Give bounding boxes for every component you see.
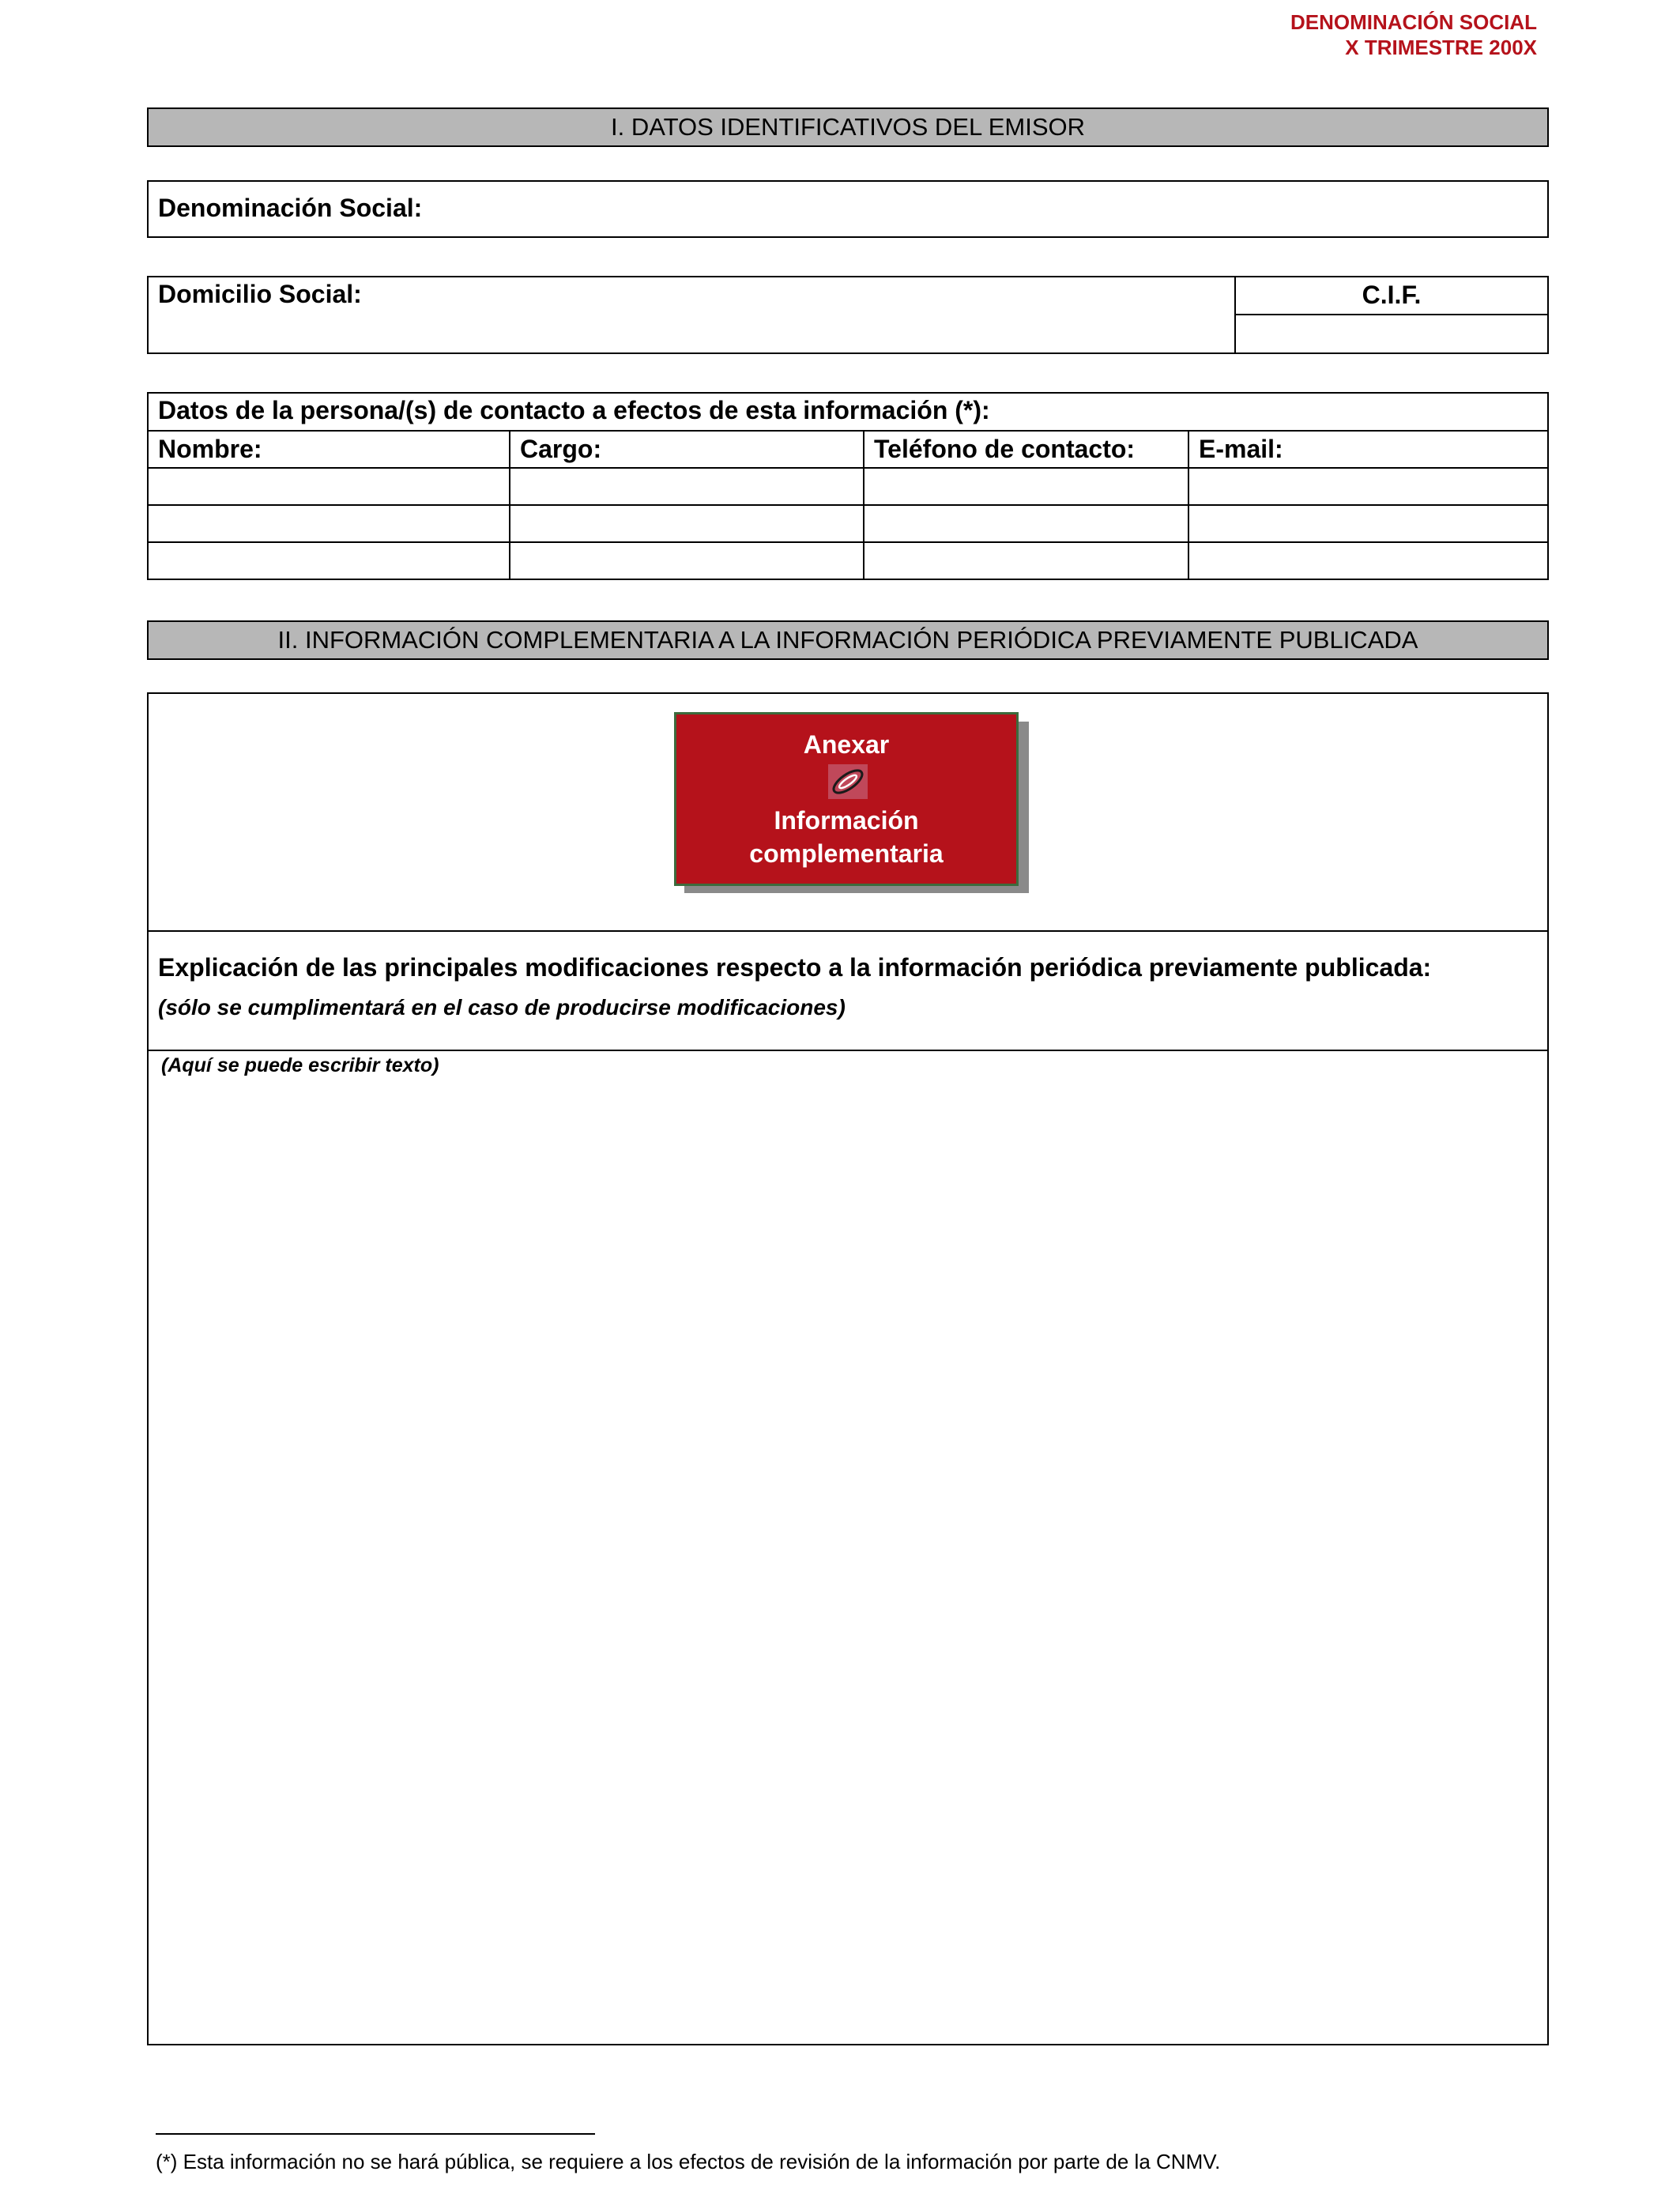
text-placeholder: (Aquí se puede escribir texto) — [161, 1054, 439, 1076]
table-row — [148, 505, 1548, 542]
telefono-cell[interactable] — [864, 505, 1188, 542]
attach-button-label-3: complementaria — [749, 839, 944, 868]
cif-label: C.I.F. — [1362, 281, 1422, 309]
paperclip-icon — [828, 764, 868, 799]
footnote: (*) Esta información no se hará pública, se requiere a los efectos de revisión de la información por parte de la CNMV. — [156, 2150, 1221, 2173]
footnote-divider — [156, 2133, 595, 2135]
table-row — [148, 542, 1548, 579]
column-header-nombre: Nombre: — [148, 431, 510, 468]
cif-field[interactable] — [1234, 314, 1549, 354]
domicilio-label: Domicilio Social: — [158, 280, 362, 308]
contact-heading-row — [147, 392, 1549, 432]
telefono-cell[interactable] — [864, 542, 1188, 579]
column-header-cargo: Cargo: — [510, 431, 864, 468]
attach-button[interactable] — [674, 712, 1019, 886]
telefono-cell[interactable] — [864, 468, 1188, 505]
contacts-header-row — [148, 431, 1548, 468]
domicilio-field[interactable] — [147, 276, 1236, 354]
email-cell[interactable] — [1188, 505, 1548, 542]
email-cell[interactable] — [1188, 542, 1548, 579]
section-1-title: I. DATOS IDENTIFICATIVOS DEL EMISOR — [147, 107, 1549, 147]
cif-header — [1234, 276, 1549, 315]
email-cell[interactable] — [1188, 468, 1548, 505]
explanation-title: Explicación de las principales modificaciones respecto a la información periódica previamente publicada: — [158, 953, 1432, 982]
nombre-cell[interactable] — [148, 542, 510, 579]
attach-button-label-2: Información — [774, 806, 919, 835]
table-row — [148, 468, 1548, 505]
denominacion-label: Denominación Social: — [158, 194, 423, 222]
denominacion-field[interactable] — [147, 180, 1549, 238]
cargo-cell[interactable] — [510, 468, 864, 505]
cargo-cell[interactable] — [510, 542, 864, 579]
column-header-email: E-mail: — [1188, 431, 1548, 468]
nombre-cell[interactable] — [148, 468, 510, 505]
column-header-telefono: Teléfono de contacto: — [864, 431, 1188, 468]
attach-button-label-1: Anexar — [803, 730, 890, 759]
section-2-title: II. INFORMACIÓN COMPLEMENTARIA A LA INFORMACIÓN PERIÓDICA PREVIAMENTE PUBLICADA — [147, 620, 1549, 660]
cargo-cell[interactable] — [510, 505, 864, 542]
contacts-table — [147, 430, 1549, 580]
nombre-cell[interactable] — [148, 505, 510, 542]
explanation-text-area[interactable] — [147, 1050, 1549, 2045]
contact-heading: Datos de la persona/(s) de contacto a efectos de esta información (*): — [158, 396, 990, 424]
explanation-header — [147, 930, 1549, 1051]
header-company: DENOMINACIÓN SOCIAL — [1290, 10, 1537, 34]
explanation-note: (sólo se cumplimentará en el caso de producirse modificaciones) — [158, 995, 846, 1020]
header-period: X TRIMESTRE 200X — [1345, 36, 1537, 59]
